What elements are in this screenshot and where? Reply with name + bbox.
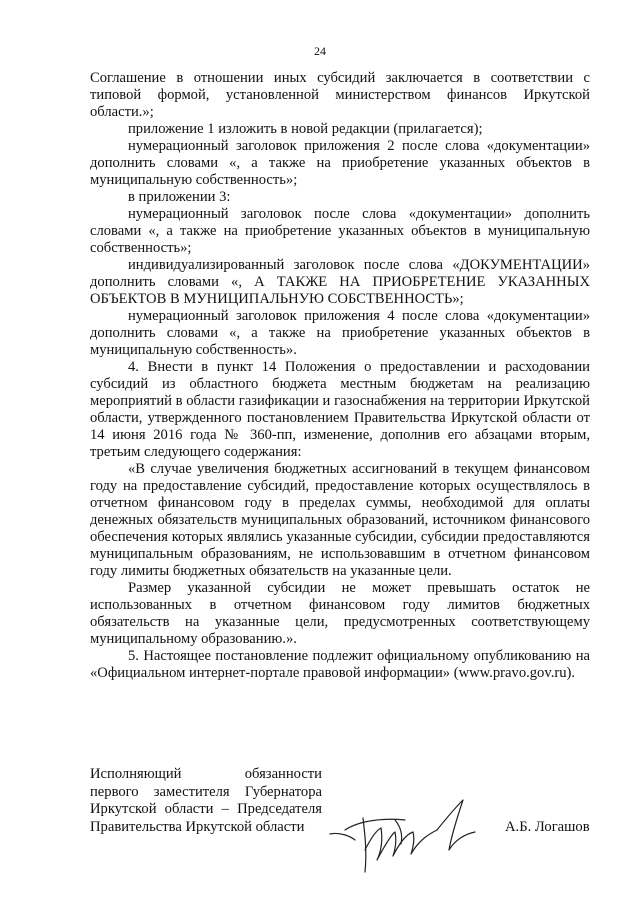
paragraph-appendix-3-intro: в приложении 3:	[128, 189, 231, 205]
paragraph-quote-1: «В случае увеличения бюджетных ассигнований в текущем финансовом году на предоставление субсидий, предоставление которых осуществлялось в отчетном финансовом году в пределах суммы, необходимой для оплаты денежных обязательств муниципальных образований, источником финансового обеспечения которых являлись указанные субсидии, субсидии предоставляются муниципальным образованиям, не использовавшим в отчетном финансовом году лимиты бюджетных обязательств на указанные цели.	[90, 461, 590, 579]
paragraph-item-5: 5. Настоящее постановление подлежит официальному опубликованию на «Официальном интернет-портале правовой информации» (www.pravo.gov.ru).	[90, 648, 590, 681]
paragraph-item-4: 4. Внести в пункт 14 Положения о предоставлении и расходовании субсидий из областного бюджета местным бюджетам на реализацию мероприятий в области газификации и газоснабжения на территории Иркутской области, утвержденного постановлением Правительства Иркутской области от 14 июня 2016 года № 360-пп, изменение, дополнив его абзацами вторым, третьим следующего содержания:	[90, 359, 590, 460]
signatory-title	[90, 766, 322, 836]
page-number: 24	[314, 44, 326, 58]
paragraph-appendix-3-individual: индивидуализированный заголовок после слова «ДОКУМЕНТАЦИИ» дополнить словами «, А ТАКЖЕ НА ПРИОБРЕТЕНИЕ УКАЗАННЫХ ОБЪЕКТОВ В МУНИЦИПАЛЬНУЮ СОБСТВЕННОСТЬ»;	[90, 257, 590, 307]
signatory-line-4: Правительства Иркутской области	[90, 818, 305, 835]
signer-name: А.Б. Логашов	[505, 819, 590, 835]
paragraph-appendix-1: приложение 1 изложить в новой редакции (прилагается);	[128, 121, 483, 137]
document-body	[90, 70, 590, 682]
paragraph-agreement: Соглашение в отношении иных субсидий заключается в соответствии с типовой формой, установленной министерством финансов Иркутской области.»;	[90, 70, 590, 120]
handwritten-signature	[325, 790, 505, 880]
signatory-line-3: Иркутской области – Председателя	[90, 801, 322, 817]
paragraph-appendix-2: нумерационный заголовок приложения 2 после слова «документации» дополнить словами «, а также на приобретение указанных объектов в муниципальную собственность»;	[90, 138, 590, 188]
signatory-line-2: первого заместителя Губернатора	[90, 783, 322, 800]
signatory-line-1: Исполняющий обязанности	[90, 766, 322, 782]
paragraph-appendix-3-numbering: нумерационный заголовок после слова «документации» дополнить словами «, а также на приобретение указанных объектов в муниципальную собственность»;	[90, 206, 590, 256]
paragraph-appendix-4: нумерационный заголовок приложения 4 после слова «документации» дополнить словами «, а также на приобретение указанных объектов в муниципальную собственность».	[90, 308, 590, 358]
paragraph-quote-2: Размер указанной субсидии не может превышать остаток не использованных в отчетном финансовом году лимитов бюджетных обязательств на указанные цели, предусмотренных соответствующему муниципальному образованию.».	[90, 580, 590, 647]
